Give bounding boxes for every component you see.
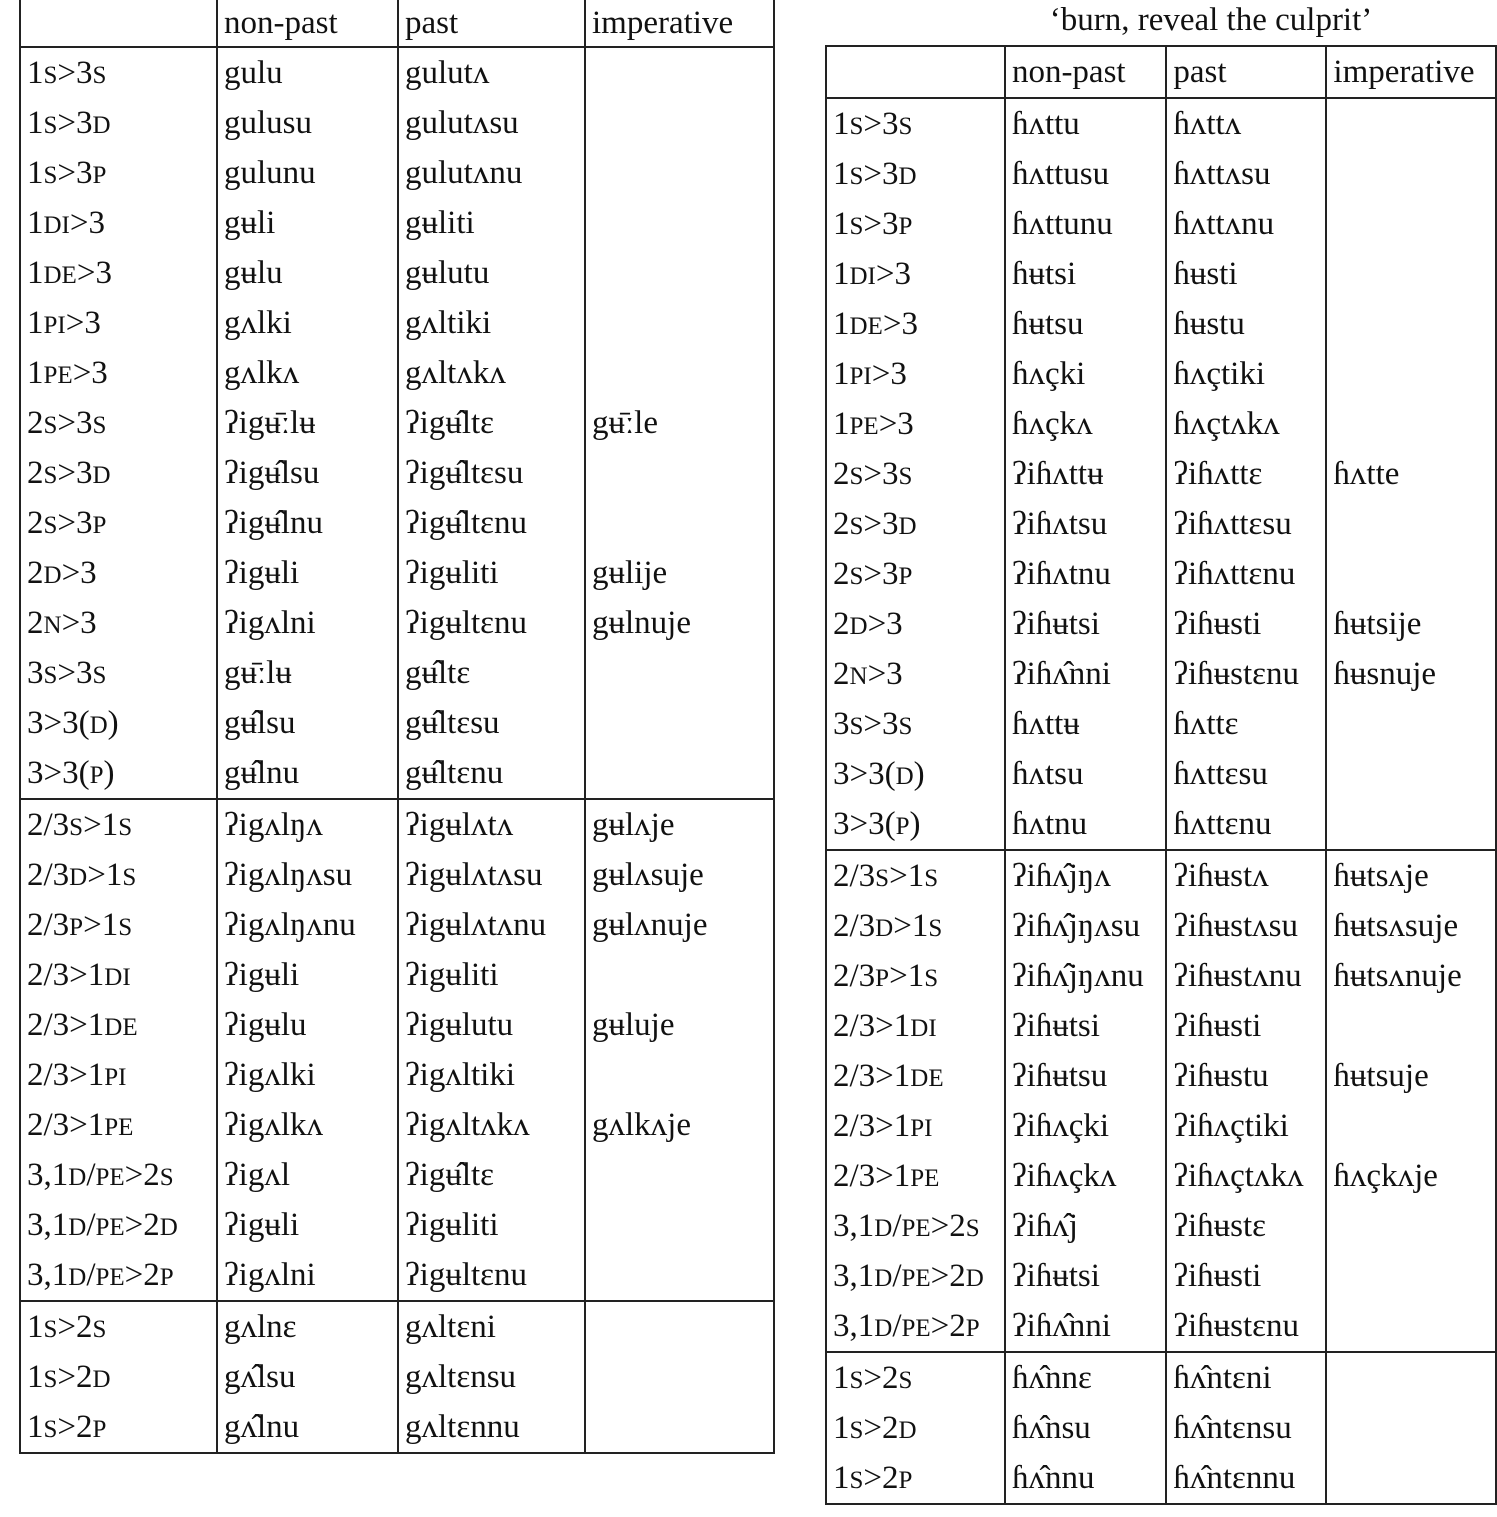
- table-row: [826, 199, 1496, 249]
- person-label-cell: 1S>2P: [826, 1453, 1005, 1504]
- past-cell: gʌltɛnnu: [398, 1402, 585, 1453]
- person-label-cell: 1S>3S: [826, 98, 1005, 149]
- person-label-cell: 3,1D/PE>2S: [20, 1150, 217, 1200]
- past-cell: gʉlutu: [398, 248, 585, 298]
- imperative-cell: ɦʉtsʌnuje: [1326, 951, 1496, 1001]
- past-cell: ɦʉstu: [1166, 299, 1326, 349]
- table-row: [20, 648, 774, 698]
- person-label-cell: 3,1D/PE>2P: [826, 1301, 1005, 1352]
- non-past-cell: ʔigʌlki: [217, 1050, 398, 1100]
- table-row: [20, 1050, 774, 1100]
- table-row: [20, 748, 774, 799]
- table-row: [826, 349, 1496, 399]
- imperative-cell: ɦʉtsʌje: [1326, 850, 1496, 901]
- past-cell: gulutʌ: [398, 47, 585, 98]
- imperative-cell: [1326, 1352, 1496, 1403]
- imperative-cell: [1326, 1403, 1496, 1453]
- non-past-cell: gʌlki: [217, 298, 398, 348]
- non-past-cell: ɦʌttʉ: [1005, 699, 1166, 749]
- person-label-cell: 1DI>3: [826, 249, 1005, 299]
- person-label-cell: 1S>3D: [20, 98, 217, 148]
- imperative-cell: [1326, 149, 1496, 199]
- paradigm-table-right-body: [826, 46, 1496, 1504]
- non-past-cell: gʉlu: [217, 248, 398, 298]
- past-cell: ʔiɦʌçtiki: [1166, 1101, 1326, 1151]
- imperative-cell: [1326, 98, 1496, 149]
- imperative-cell: [585, 448, 774, 498]
- table-row: [826, 98, 1496, 149]
- table-row: [20, 98, 774, 148]
- imperative-cell: [585, 748, 774, 799]
- table-row: [826, 749, 1496, 799]
- past-cell: ʔiɦʉstɛnu: [1166, 1301, 1326, 1352]
- table-row: [20, 548, 774, 598]
- non-past-cell: ʔigʌlkʌ: [217, 1100, 398, 1150]
- non-past-cell: gʉ̂lnu: [217, 748, 398, 799]
- column-header: non-past: [217, 0, 398, 47]
- table-row: [20, 950, 774, 1000]
- person-label-cell: 3,1D/PE>2P: [20, 1250, 217, 1301]
- person-label-cell: 2/3>1PE: [20, 1100, 217, 1150]
- past-cell: ɦʉsti: [1166, 249, 1326, 299]
- table-row: [826, 901, 1496, 951]
- imperative-cell: [585, 47, 774, 98]
- table-row: [20, 1301, 774, 1352]
- non-past-cell: ʔiɦʌ̂nni: [1005, 1301, 1166, 1352]
- imperative-cell: [585, 148, 774, 198]
- table-row: [826, 850, 1496, 901]
- past-cell: ʔiɦʌçtʌkʌ: [1166, 1151, 1326, 1201]
- imperative-cell: [585, 648, 774, 698]
- past-cell: ʔigʉ̂ltɛnu: [398, 498, 585, 548]
- table-row: [20, 1200, 774, 1250]
- paradigm-table-right: [825, 45, 1497, 1505]
- imperative-cell: [1326, 749, 1496, 799]
- table-row: [826, 449, 1496, 499]
- non-past-cell: ʔigʌlni: [217, 598, 398, 648]
- non-past-cell: ʔiɦʉtsu: [1005, 1051, 1166, 1101]
- past-cell: ʔiɦʉstʌsu: [1166, 901, 1326, 951]
- past-cell: ʔiɦʌttɛ: [1166, 449, 1326, 499]
- person-label-cell: 2S>3P: [20, 498, 217, 548]
- person-label-cell: 3>3(P): [826, 799, 1005, 850]
- non-past-cell: gʌlkʌ: [217, 348, 398, 398]
- imperative-cell: gʉlʌsuje: [585, 850, 774, 900]
- imperative-cell: gʌlkʌje: [585, 1100, 774, 1150]
- table-row: [20, 598, 774, 648]
- past-cell: ʔiɦʉstu: [1166, 1051, 1326, 1101]
- non-past-cell: ɦʌttusu: [1005, 149, 1166, 199]
- past-cell: ɦʌçtiki: [1166, 349, 1326, 399]
- person-label-cell: 1DE>3: [20, 248, 217, 298]
- person-label-cell: 2/3P>1S: [826, 951, 1005, 1001]
- non-past-cell: ʔiɦʉtsi: [1005, 599, 1166, 649]
- person-label-cell: 1S>3S: [20, 47, 217, 98]
- imperative-cell: [585, 1150, 774, 1200]
- person-label-cell: 3>3(D): [20, 698, 217, 748]
- past-cell: ʔiɦʉstɛ: [1166, 1201, 1326, 1251]
- paradigm-table-left-body: [20, 0, 774, 1453]
- past-cell: ʔigʉlutu: [398, 1000, 585, 1050]
- imperative-cell: ɦʌçkʌje: [1326, 1151, 1496, 1201]
- header-row: [826, 46, 1496, 98]
- non-past-cell: ɦʌ̂nsu: [1005, 1403, 1166, 1453]
- past-cell: ʔigʉ̂ltɛ: [398, 1150, 585, 1200]
- past-cell: ɦʌttɛnu: [1166, 799, 1326, 850]
- past-cell: ʔiɦʉstʌnu: [1166, 951, 1326, 1001]
- person-label-cell: 2/3S>1S: [20, 799, 217, 850]
- imperative-cell: [585, 1250, 774, 1301]
- table-row: [20, 1402, 774, 1453]
- person-label-cell: 1PI>3: [826, 349, 1005, 399]
- table-row: [826, 1301, 1496, 1352]
- person-label-cell: 2D>3: [826, 599, 1005, 649]
- non-past-cell: ʔigʌl: [217, 1150, 398, 1200]
- table-row: [826, 399, 1496, 449]
- imperative-cell: [1326, 1251, 1496, 1301]
- imperative-cell: gʉlʌnuje: [585, 900, 774, 950]
- person-label-cell: 1S>2S: [20, 1301, 217, 1352]
- person-label-cell: 2N>3: [20, 598, 217, 648]
- past-cell: ʔiɦʌttɛsu: [1166, 499, 1326, 549]
- person-label-cell: 1PI>3: [20, 298, 217, 348]
- past-cell: ɦʌçtʌkʌ: [1166, 399, 1326, 449]
- person-label-cell: 3,1D/PE>2S: [826, 1201, 1005, 1251]
- past-cell: ɦʌ̂ntɛni: [1166, 1352, 1326, 1403]
- past-cell: gʉ̂ltɛ: [398, 648, 585, 698]
- person-label-cell: 3S>3S: [20, 648, 217, 698]
- non-past-cell: gulunu: [217, 148, 398, 198]
- non-past-cell: ʔiɦʌçki: [1005, 1101, 1166, 1151]
- non-past-cell: gʌ̂lnu: [217, 1402, 398, 1453]
- imperative-cell: [585, 1352, 774, 1402]
- non-past-cell: ʔigʌlŋʌnu: [217, 900, 398, 950]
- non-past-cell: ʔiɦʌçkʌ: [1005, 1151, 1166, 1201]
- person-label-cell: 1DE>3: [826, 299, 1005, 349]
- non-past-cell: gʌlnɛ: [217, 1301, 398, 1352]
- past-cell: ʔigʉ̂ltɛ: [398, 398, 585, 448]
- person-label-cell: 2D>3: [20, 548, 217, 598]
- imperative-cell: [1326, 249, 1496, 299]
- column-header: [20, 0, 217, 47]
- person-label-cell: 2S>3P: [826, 549, 1005, 599]
- non-past-cell: ʔigʌlŋʌsu: [217, 850, 398, 900]
- table-row: [826, 299, 1496, 349]
- table-row: [826, 649, 1496, 699]
- table-row: [20, 248, 774, 298]
- column-header: past: [1166, 46, 1326, 98]
- imperative-cell: gʉlnuje: [585, 598, 774, 648]
- person-label-cell: 2S>3S: [20, 398, 217, 448]
- imperative-cell: [585, 1301, 774, 1352]
- person-label-cell: 2S>3D: [826, 499, 1005, 549]
- table-row: [20, 148, 774, 198]
- person-label-cell: 2/3P>1S: [20, 900, 217, 950]
- past-cell: ʔigʉliti: [398, 1200, 585, 1250]
- past-cell: gulutʌsu: [398, 98, 585, 148]
- past-cell: ʔigʉltɛnu: [398, 598, 585, 648]
- non-past-cell: gʉ̂lsu: [217, 698, 398, 748]
- person-label-cell: 2/3>1DE: [826, 1051, 1005, 1101]
- non-past-cell: ɦʌtnu: [1005, 799, 1166, 850]
- non-past-cell: ʔiɦʌtsu: [1005, 499, 1166, 549]
- non-past-cell: ʔigʉlu: [217, 1000, 398, 1050]
- imperative-cell: [1326, 349, 1496, 399]
- column-header: [826, 46, 1005, 98]
- table-row: [826, 1151, 1496, 1201]
- non-past-cell: ɦʉtsi: [1005, 249, 1166, 299]
- table-row: [826, 249, 1496, 299]
- past-cell: gʉ̂ltɛnu: [398, 748, 585, 799]
- table-row: [826, 799, 1496, 850]
- table-title: ‘burn, reveal the culprit’: [1049, 2, 1373, 38]
- non-past-cell: ʔigʉli: [217, 548, 398, 598]
- non-past-cell: ʔigʌlni: [217, 1250, 398, 1301]
- past-cell: ɦʌ̂ntɛnnu: [1166, 1453, 1326, 1504]
- imperative-cell: [1326, 1001, 1496, 1051]
- imperative-cell: ɦʉsnuje: [1326, 649, 1496, 699]
- person-label-cell: 1DI>3: [20, 198, 217, 248]
- imperative-cell: [1326, 1201, 1496, 1251]
- table-row: [20, 47, 774, 98]
- past-cell: gʌltɛni: [398, 1301, 585, 1352]
- imperative-cell: [1326, 799, 1496, 850]
- past-cell: ɦʌttɛsu: [1166, 749, 1326, 799]
- imperative-cell: gʉlʌje: [585, 799, 774, 850]
- person-label-cell: 3,1D/PE>2D: [826, 1251, 1005, 1301]
- non-past-cell: ʔiɦʌ̂j: [1005, 1201, 1166, 1251]
- imperative-cell: [585, 1402, 774, 1453]
- person-label-cell: 1PE>3: [20, 348, 217, 398]
- person-label-cell: 1S>3P: [826, 199, 1005, 249]
- person-label-cell: 2/3D>1S: [20, 850, 217, 900]
- past-cell: ʔigʌltiki: [398, 1050, 585, 1100]
- table-row: [826, 549, 1496, 599]
- person-label-cell: 2/3>1DE: [20, 1000, 217, 1050]
- past-cell: gʌltiki: [398, 298, 585, 348]
- person-label-cell: 3>3(D): [826, 749, 1005, 799]
- person-label-cell: 2/3D>1S: [826, 901, 1005, 951]
- table-row: [826, 1453, 1496, 1504]
- past-cell: ɦʌ̂ntɛnsu: [1166, 1403, 1326, 1453]
- imperative-cell: [585, 950, 774, 1000]
- table-row: [826, 499, 1496, 549]
- imperative-cell: ɦʉtsije: [1326, 599, 1496, 649]
- non-past-cell: ʔigʉli: [217, 1200, 398, 1250]
- imperative-cell: gʉ̄ːle: [585, 398, 774, 448]
- table-row: [20, 1150, 774, 1200]
- past-cell: ʔiɦʉsti: [1166, 599, 1326, 649]
- non-past-cell: gulu: [217, 47, 398, 98]
- past-cell: ʔigʉlʌtʌ: [398, 799, 585, 850]
- non-past-cell: ʔiɦʌtnu: [1005, 549, 1166, 599]
- past-cell: gʉ̂ltɛsu: [398, 698, 585, 748]
- non-past-cell: ʔigʉ̂lnu: [217, 498, 398, 548]
- person-label-cell: 2N>3: [826, 649, 1005, 699]
- non-past-cell: ɦʌçki: [1005, 349, 1166, 399]
- past-cell: ɦʌttɛ: [1166, 699, 1326, 749]
- imperative-cell: [585, 348, 774, 398]
- table-row: [20, 799, 774, 850]
- person-label-cell: 2/3S>1S: [826, 850, 1005, 901]
- non-past-cell: ʔigʉ̄ːlʉ: [217, 398, 398, 448]
- imperative-cell: [585, 198, 774, 248]
- imperative-cell: [585, 248, 774, 298]
- imperative-cell: [1326, 549, 1496, 599]
- non-past-cell: gʉ̄ːlʉ: [217, 648, 398, 698]
- table-row: [826, 699, 1496, 749]
- past-cell: ʔigʉlʌtʌsu: [398, 850, 585, 900]
- non-past-cell: ɦʌ̂nnɛ: [1005, 1352, 1166, 1403]
- table-row: [20, 498, 774, 548]
- non-past-cell: ɦʌtsu: [1005, 749, 1166, 799]
- person-label-cell: 2/3>1PI: [20, 1050, 217, 1100]
- imperative-cell: [585, 1200, 774, 1250]
- non-past-cell: gʌ̂lsu: [217, 1352, 398, 1402]
- imperative-cell: [1326, 1301, 1496, 1352]
- past-cell: ʔigʌltʌkʌ: [398, 1100, 585, 1150]
- person-label-cell: 2/3>1DI: [826, 1001, 1005, 1051]
- past-cell: gʌltɛnsu: [398, 1352, 585, 1402]
- non-past-cell: ʔigʉli: [217, 950, 398, 1000]
- non-past-cell: ʔiɦʉtsi: [1005, 1251, 1166, 1301]
- past-cell: ʔigʉliti: [398, 950, 585, 1000]
- table-row: [20, 850, 774, 900]
- table-row: [826, 599, 1496, 649]
- imperative-cell: [585, 498, 774, 548]
- table-row: [826, 1101, 1496, 1151]
- past-cell: ʔiɦʉsti: [1166, 1001, 1326, 1051]
- paradigm-panel-right: [825, 0, 1497, 1517]
- table-row: [20, 198, 774, 248]
- past-cell: ɦʌttʌ: [1166, 98, 1326, 149]
- imperative-cell: [1326, 1101, 1496, 1151]
- imperative-cell: [1326, 699, 1496, 749]
- column-header: non-past: [1005, 46, 1166, 98]
- person-label-cell: 1S>2P: [20, 1402, 217, 1453]
- person-label-cell: 2/3>1PE: [826, 1151, 1005, 1201]
- table-row: [20, 1352, 774, 1402]
- person-label-cell: 3>3(P): [20, 748, 217, 799]
- non-past-cell: ɦʌttunu: [1005, 199, 1166, 249]
- person-label-cell: 3,1D/PE>2D: [20, 1200, 217, 1250]
- past-cell: gʉliti: [398, 198, 585, 248]
- past-cell: ʔigʉliti: [398, 548, 585, 598]
- past-cell: ʔigʉlʌtʌnu: [398, 900, 585, 950]
- table-row: [20, 298, 774, 348]
- table-row: [826, 1001, 1496, 1051]
- column-header: imperative: [585, 0, 774, 47]
- past-cell: ʔigʉ̂ltɛsu: [398, 448, 585, 498]
- imperative-cell: ɦʉtsuje: [1326, 1051, 1496, 1101]
- header-row: [20, 0, 774, 47]
- table-row: [20, 1000, 774, 1050]
- non-past-cell: ɦʌ̂nnu: [1005, 1453, 1166, 1504]
- table-row: [826, 1201, 1496, 1251]
- imperative-cell: [1326, 1453, 1496, 1504]
- past-cell: ʔiɦʉstɛnu: [1166, 649, 1326, 699]
- past-cell: ɦʌttʌsu: [1166, 149, 1326, 199]
- person-label-cell: 3S>3S: [826, 699, 1005, 749]
- past-cell: ʔiɦʉstʌ: [1166, 850, 1326, 901]
- table-row: [20, 698, 774, 748]
- person-label-cell: 2/3>1DI: [20, 950, 217, 1000]
- past-cell: ʔiɦʌttɛnu: [1166, 549, 1326, 599]
- non-past-cell: gʉli: [217, 198, 398, 248]
- imperative-cell: ɦʌtte: [1326, 449, 1496, 499]
- imperative-cell: [585, 298, 774, 348]
- person-label-cell: 1S>3D: [826, 149, 1005, 199]
- person-label-cell: 1S>2D: [20, 1352, 217, 1402]
- person-label-cell: 1PE>3: [826, 399, 1005, 449]
- non-past-cell: ʔiɦʉtsi: [1005, 1001, 1166, 1051]
- person-label-cell: 2/3>1PI: [826, 1101, 1005, 1151]
- non-past-cell: ʔigʌlŋʌ: [217, 799, 398, 850]
- non-past-cell: gulusu: [217, 98, 398, 148]
- past-cell: ɦʌttʌnu: [1166, 199, 1326, 249]
- table-row: [20, 398, 774, 448]
- non-past-cell: ʔigʉ̂lsu: [217, 448, 398, 498]
- table-row: [20, 1100, 774, 1150]
- past-cell: gulutʌnu: [398, 148, 585, 198]
- imperative-cell: [1326, 399, 1496, 449]
- table-row: [20, 900, 774, 950]
- imperative-cell: [585, 1050, 774, 1100]
- non-past-cell: ɦʌttu: [1005, 98, 1166, 149]
- non-past-cell: ʔiɦʌ̂jŋʌ: [1005, 850, 1166, 901]
- table-row: [826, 951, 1496, 1001]
- past-cell: ʔigʉltɛnu: [398, 1250, 585, 1301]
- person-label-cell: 1S>3P: [20, 148, 217, 198]
- person-label-cell: 1S>2S: [826, 1352, 1005, 1403]
- paradigm-table-left: [19, 0, 775, 1454]
- imperative-cell: [1326, 199, 1496, 249]
- person-label-cell: 2S>3S: [826, 449, 1005, 499]
- imperative-cell: gʉluje: [585, 1000, 774, 1050]
- imperative-cell: [1326, 499, 1496, 549]
- non-past-cell: ʔiɦʌttʉ: [1005, 449, 1166, 499]
- table-row: [826, 1403, 1496, 1453]
- imperative-cell: [1326, 299, 1496, 349]
- table-row: [20, 448, 774, 498]
- non-past-cell: ʔiɦʌ̂jŋʌnu: [1005, 951, 1166, 1001]
- imperative-cell: [585, 98, 774, 148]
- table-row: [826, 1251, 1496, 1301]
- table-row: [826, 1352, 1496, 1403]
- non-past-cell: ʔiɦʌ̂jŋʌsu: [1005, 901, 1166, 951]
- non-past-cell: ɦʌçkʌ: [1005, 399, 1166, 449]
- imperative-cell: [585, 698, 774, 748]
- column-header: past: [398, 0, 585, 47]
- table-row: [20, 1250, 774, 1301]
- person-label-cell: 1S>2D: [826, 1403, 1005, 1453]
- imperative-cell: ɦʉtsʌsuje: [1326, 901, 1496, 951]
- table-row: [826, 149, 1496, 199]
- non-past-cell: ɦʉtsu: [1005, 299, 1166, 349]
- non-past-cell: ʔiɦʌ̂nni: [1005, 649, 1166, 699]
- past-cell: ʔiɦʉsti: [1166, 1251, 1326, 1301]
- person-label-cell: 2S>3D: [20, 448, 217, 498]
- table-row: [20, 348, 774, 398]
- past-cell: gʌltʌkʌ: [398, 348, 585, 398]
- column-header: imperative: [1326, 46, 1496, 98]
- imperative-cell: gʉlije: [585, 548, 774, 598]
- table-row: [826, 1051, 1496, 1101]
